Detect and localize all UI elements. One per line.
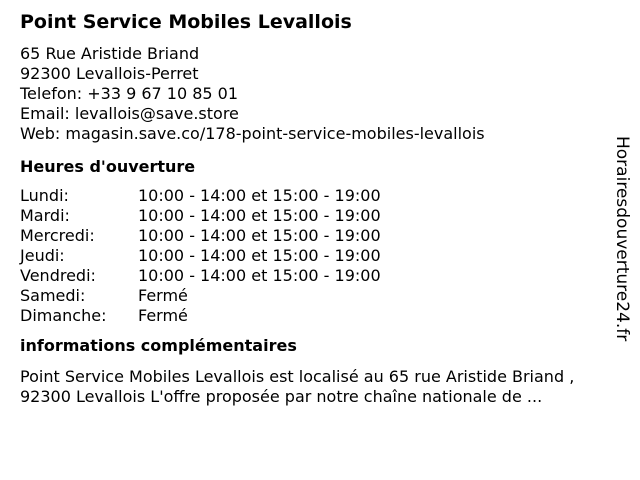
time-value: 10:00 - 14:00 et 15:00 - 19:00: [138, 206, 381, 225]
hours-row-monday: [20, 186, 610, 206]
time-value: Fermé: [138, 306, 188, 325]
day-label: Samedi:: [20, 286, 86, 305]
day-label: Mardi:: [20, 206, 70, 225]
time-value: 10:00 - 14:00 et 15:00 - 19:00: [138, 186, 381, 205]
store-name-title: Point Service Mobiles Levallois: [20, 11, 352, 33]
time-value: 10:00 - 14:00 et 15:00 - 19:00: [138, 226, 381, 245]
day-label: Dimanche:: [20, 306, 107, 325]
day-label: Lundi:: [20, 186, 69, 205]
site-watermark: Horairesdouverture24.fr: [612, 136, 632, 342]
address-city: 92300 Levallois-Perret: [20, 64, 199, 83]
day-label: Jeudi:: [20, 246, 65, 265]
day-label: Mercredi:: [20, 226, 95, 245]
address-street: 65 Rue Aristide Briand: [20, 44, 200, 63]
hours-row-tuesday: [20, 206, 610, 226]
time-value: 10:00 - 14:00 et 15:00 - 19:00: [138, 266, 381, 285]
hours-row-friday: [20, 266, 610, 286]
day-label: Vendredi:: [20, 266, 96, 285]
web-line: Web: magasin.save.co/178-point-service-mobiles-levallois: [20, 124, 485, 143]
contact-block: [20, 44, 610, 144]
hours-row-thursday: [20, 246, 610, 266]
phone-line: Telefon: +33 9 67 10 85 01: [20, 84, 239, 103]
email-line: Email: levallois@save.store: [20, 104, 239, 123]
time-value: 10:00 - 14:00 et 15:00 - 19:00: [138, 246, 381, 265]
hours-row-wednesday: [20, 226, 610, 246]
additional-info-heading: informations complémentaires: [20, 336, 297, 355]
hours-row-sunday: [20, 306, 610, 326]
opening-hours-table: [20, 186, 610, 326]
opening-hours-heading: Heures d'ouverture: [20, 157, 196, 176]
store-description: Point Service Mobiles Levallois est localisé au 65 rue Aristide Briand , 92300 Levallois L'offre proposée par notre chaîne nationale de ...: [20, 367, 575, 406]
hours-row-saturday: [20, 286, 610, 306]
time-value: Fermé: [138, 286, 188, 305]
store-card: [20, 8, 610, 407]
